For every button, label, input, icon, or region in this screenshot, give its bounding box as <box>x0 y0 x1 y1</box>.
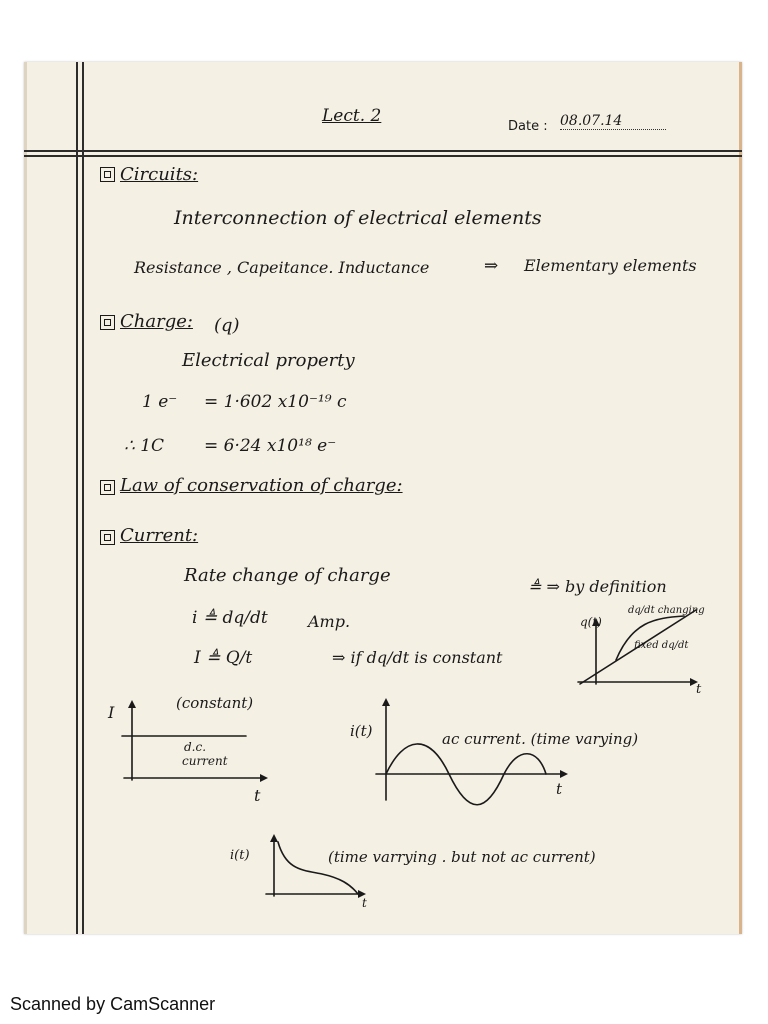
circuits-elements-result: Elementary elements <box>524 256 697 275</box>
ac-plot-x-label: t <box>556 780 563 798</box>
charge-eq1-lhs: 1 e⁻ <box>142 392 178 412</box>
ac-plot-y-label: i(t) <box>350 722 373 740</box>
dc-plot-curve-label-2: current <box>182 754 228 768</box>
charge-plot-y-label: q(t) <box>580 615 602 629</box>
current-const-formula: I ≜ Q/t <box>194 648 253 668</box>
current-heading: Current: <box>120 525 199 546</box>
charge-plot-fixed-label: fixed dq/dt <box>634 640 689 651</box>
circuits-heading: Circuits: <box>120 164 199 185</box>
current-rate-text: Rate change of charge <box>184 565 391 586</box>
circuits-definition: Interconnection of electrical elements <box>174 207 542 229</box>
dc-plot-annotation: (constant) <box>176 694 254 712</box>
charge-eq2-lhs: ∴ 1C <box>124 436 165 456</box>
dc-plot-y-label: I <box>108 703 115 722</box>
ac-plot-annotation: ac current. (time varying) <box>442 730 639 748</box>
circuits-elements: Resistance , Capeitance. Inductance <box>134 258 430 277</box>
dc-plot-curve-label-1: d.c. <box>184 740 207 754</box>
charge-property: Electrical property <box>182 350 355 371</box>
charge-plot-changing-label: dq/dt changing <box>628 605 705 616</box>
implies-arrow-icon: ⇒ <box>484 256 499 276</box>
dc-plot-x-arrow-icon <box>260 774 268 782</box>
charge-plot-curve <box>616 616 684 660</box>
dc-plot-x-label: t <box>254 786 261 805</box>
scanner-watermark: Scanned by CamScanner <box>10 994 216 1014</box>
decay-plot-annotation: (time varrying . but not ac current) <box>328 848 596 866</box>
decay-plot-y-arrow-icon <box>270 834 278 842</box>
current-def-formula: i ≜ dq/dt <box>192 608 268 628</box>
charge-symbol: (q) <box>214 315 240 336</box>
current-def-unit: Amp. <box>308 612 351 631</box>
ac-plot-x-arrow-icon <box>560 770 568 778</box>
notebook-page <box>24 62 742 934</box>
charge-eq2-rhs: = 6·24 x10¹⁸ e⁻ <box>204 436 337 456</box>
lecture-title: Lect. 2 <box>322 106 382 126</box>
charge-heading: Charge: <box>120 311 193 332</box>
conservation-heading: Law of conservation of charge: <box>120 475 403 496</box>
ac-plot-y-arrow-icon <box>382 698 390 706</box>
charge-plot-x-label: t <box>696 682 702 697</box>
date-label: Date : <box>508 119 548 134</box>
current-const-condition: ⇒ if dq/dt is constant <box>332 648 503 667</box>
charge-eq1-rhs: = 1·602 x10⁻¹⁹ c <box>204 392 347 412</box>
date-value: 08.07.14 <box>560 113 666 130</box>
decay-plot-x-label: t <box>362 896 367 910</box>
dc-plot-y-arrow-icon <box>128 700 136 708</box>
decay-plot-y-label: i(t) <box>230 848 250 863</box>
current-def-note: ≜ ⇒ by definition <box>528 577 667 596</box>
graph-sketches <box>24 62 742 934</box>
